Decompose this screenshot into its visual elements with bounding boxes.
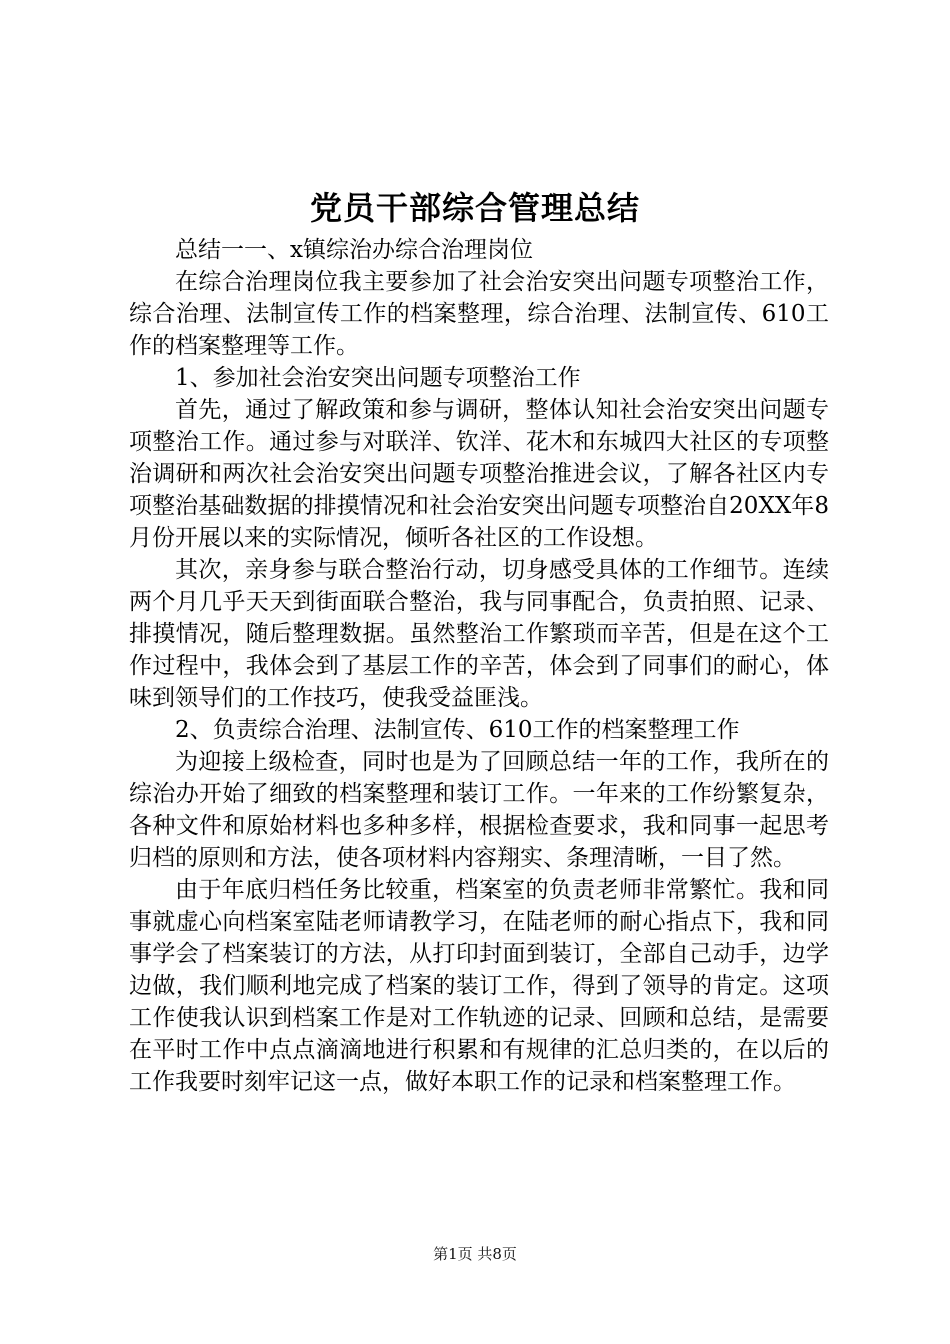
page-footer: 第1页 共8页 xyxy=(433,1245,517,1263)
paragraph-intro: 在综合治理岗位我主要参加了社会治安突出问题专项整治工作，综合治理、法制宣传工作的档案整理，综合治理、法制宣传、610工作的档案整理等工作。 xyxy=(129,269,829,359)
paragraph-second: 其次，亲身参与联合整治行动，切身感受具体的工作细节。连续两个月几乎天天到街面联合整治，我与同事配合，负责拍照、记录、排摸情况，随后整理数据。虽然整治工作繁琐而辛苦，但是在这个工作过程中，我体会到了基层工作的辛苦，体会到了同事们的耐心，体味到领导们的工作技巧，使我受益匪浅。 xyxy=(129,557,829,711)
section-heading-1: 总结一一、x镇综治办综合治理岗位 xyxy=(175,237,533,263)
subsection-heading-2: 2、负责综合治理、法制宣传、610工作的档案整理工作 xyxy=(175,717,740,743)
paragraph-archive-2: 由于年底归档任务比较重，档案室的负责老师非常繁忙。我和同事就虚心向档案室陆老师请教学习，在陆老师的耐心指点下，我和同事学会了档案装订的方法，从打印封面到装订，全部自己动手，边学边做，我们顺利地完成了档案的装订工作，得到了领导的肯定。这项工作使我认识到档案工作是对工作轨迹的记录、回顾和总结，是需要在平时工作中点点滴滴地进行积累和有规律的汇总归类的，在以后的工作我要时刻牢记这一点，做好本职工作的记录和档案整理工作。 xyxy=(129,877,829,1095)
document-body xyxy=(129,234,829,1098)
subsection-heading-1: 1、参加社会治安突出问题专项整治工作 xyxy=(175,365,581,391)
paragraph-archive-1: 为迎接上级检查，同时也是为了回顾总结一年的工作，我所在的综治办开始了细致的档案整理和装订工作。一年来的工作纷繁复杂，各种文件和原始材料也多种多样，根据检查要求，我和同事一起思考归档的原则和方法，使各项材料内容翔实、条理清晰，一目了然。 xyxy=(129,749,829,871)
document-title: 党员干部综合管理总结 xyxy=(309,189,640,227)
paragraph-first: 首先，通过了解政策和参与调研，整体认知社会治安突出问题专项整治工作。通过参与对联洋、钦洋、花木和东城四大社区的专项整治调研和两次社会治安突出问题专项整治推进会议，了解各社区内专项整治基础数据的排摸情况和社会治安突出问题专项整治自20XX年8月份开展以来的实际情况，倾听各社区的工作设想。 xyxy=(129,397,829,551)
